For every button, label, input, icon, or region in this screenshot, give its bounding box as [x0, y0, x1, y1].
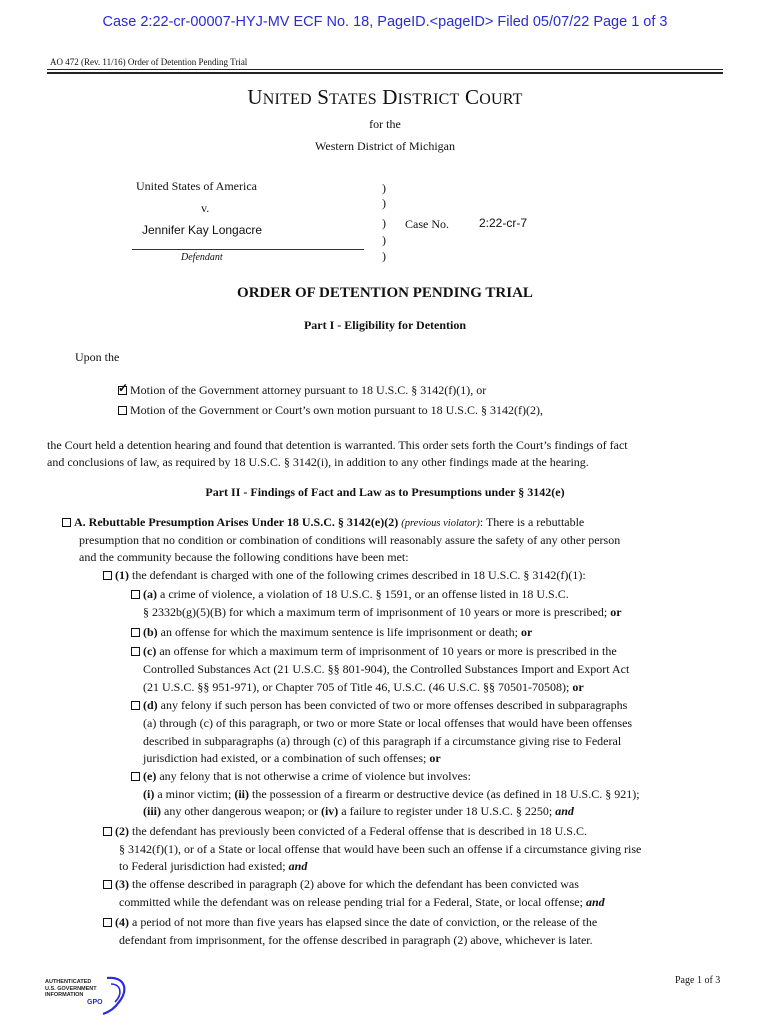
checkbox-icon[interactable] — [131, 647, 140, 656]
checkbox-icon[interactable] — [131, 772, 140, 781]
checkbox-icon[interactable] — [103, 827, 112, 836]
body-text: defendant from imprisonment, for the offense described in paragraph (2) above, whichever is later. — [119, 933, 593, 947]
condition-1: (1) the defendant is charged with one of the following crimes described in 18 U.S.C. § 3142(f)(1): — [103, 568, 586, 583]
body-text: (21 U.S.C. §§ 951-971), or Chapter 705 of Title 46, U.S.C. (46 U.S.C. §§ 70501-70508); or — [143, 680, 584, 694]
checkbox-icon[interactable] — [62, 518, 71, 527]
body-text: described in subparagraphs (a) through (c) of this paragraph if a circumstance giving rise to Federal — [143, 734, 622, 748]
header-rule — [47, 69, 723, 70]
caption-rule — [132, 249, 364, 250]
form-id: AO 472 (Rev. 11/16) Order of Detention Pending Trial — [50, 57, 248, 67]
body-text: to Federal jurisdiction had existed; and — [119, 859, 308, 873]
body-text: and the community because the following conditions have been met: — [79, 550, 409, 564]
condition-3: (3) the offense described in paragraph (2) above for which the defendant has been convicted was — [103, 877, 579, 892]
body-text: presumption that no condition or combination of conditions will reasonably assure the safety of any other person — [79, 533, 621, 547]
checkbox-icon[interactable] — [118, 406, 127, 415]
versus: v. — [201, 201, 210, 215]
case-no-label: Case No. — [405, 217, 449, 231]
caption-paren: ) — [382, 249, 386, 263]
caption-paren: ) — [382, 181, 386, 195]
condition-2: (2) the defendant has previously been convicted of a Federal offense that is described in 18 U.S.C. — [103, 824, 587, 839]
presumption-a: A. Rebuttable Presumption Arises Under 18 U.S.C. § 3142(e)(2) (previous violator): There is a rebuttable — [62, 515, 584, 530]
part2-heading: Part II - Findings of Fact and Law as to Presumptions under § 3142(e) — [205, 485, 565, 499]
condition-4: (4) a period of not more than five years has elapsed since the date of conviction, or the release of the — [103, 915, 597, 930]
crime-e: (e) any felony that is not otherwise a crime of violence but involves: — [131, 769, 471, 784]
caption-paren: ) — [382, 216, 386, 230]
checkbox-icon[interactable] — [103, 880, 112, 889]
upon-the: Upon the — [75, 350, 120, 364]
body-text: committed while the defendant was on release pending trial for a Federal, State, or local offense; and — [119, 895, 605, 909]
defendant-label: Defendant — [181, 252, 223, 263]
plaintiff: United States of America — [136, 179, 257, 193]
body-text: § 3142(f)(1), or of a State or local offense that would have been such an offense if a circumstance giving rise — [119, 842, 642, 856]
body-text: jurisdiction had existed, or a combination of such offenses; or — [143, 751, 441, 765]
motion-option-1: ✓Motion of the Government attorney pursuant to 18 U.S.C. § 3142(f)(1), or — [118, 383, 486, 398]
header-rule-thick — [47, 72, 723, 74]
defendant-name: Jennifer Kay Longacre — [142, 223, 263, 237]
gpo-authenticated-logo: AUTHENTICATED U.S. GOVERNMENT INFORMATION GPO — [45, 972, 135, 1016]
document-title: ORDER OF DETENTION PENDING TRIAL — [237, 285, 533, 301]
body-text: (i) a minor victim; (ii) the possession of a firearm or destructive device (as defined in 18 U.S.C. § 921); — [143, 787, 640, 801]
crime-d: (d) any felony if such person has been convicted of two or more offenses described in subparagraphs — [131, 698, 627, 713]
body-text: Controlled Substances Act (21 U.S.C. §§ 801-904), the Controlled Substances Import and Export Act — [143, 662, 630, 676]
crime-b: (b) an offense for which the maximum sentence is life imprisonment or death; or — [131, 625, 532, 640]
body-text: (iii) any other dangerous weapon; or (iv) a failure to register under 18 U.S.C. § 2250; and — [143, 804, 574, 818]
for-the: for the — [369, 117, 401, 131]
body-text: § 2332b(g)(5)(B) for which a maximum term of imprisonment of 10 years or more is prescribed; or — [143, 605, 622, 619]
checkbox-checked-icon[interactable] — [118, 386, 127, 395]
ecf-header-stamp: Case 2:22-cr-00007-HYJ-MV ECF No. 18, PageID.<pageID> Filed 05/07/22 Page 1 of 3 — [102, 14, 668, 30]
court-name: UNITED STATES DISTRICT COURT — [247, 85, 523, 109]
caption-paren: ) — [382, 233, 386, 247]
crime-c: (c) an offense for which a maximum term of imprisonment of 10 years or more is prescribed in the — [131, 644, 617, 659]
page-number: Page 1 of 3 — [675, 975, 721, 986]
motion-option-2: Motion of the Government or Court’s own motion pursuant to 18 U.S.C. § 3142(f)(2), — [118, 403, 543, 418]
crime-a: (a) a crime of violence, a violation of 18 U.S.C. § 1591, or an offense listed in 18 U.S.C. — [131, 587, 569, 602]
caption-paren: ) — [382, 196, 386, 210]
case-number: 2:22-cr-7 — [479, 216, 528, 230]
district-name: Western District of Michigan — [315, 139, 455, 153]
checkbox-icon[interactable] — [103, 918, 112, 927]
checkbox-icon[interactable] — [131, 590, 140, 599]
body-text: and conclusions of law, as required by 18 U.S.C. § 3142(i), in addition to any other findings made at the hearing. — [47, 455, 589, 469]
body-text: (a) through (c) of this paragraph, or two or more State or local offenses that would have been offenses — [143, 716, 633, 730]
checkbox-icon[interactable] — [103, 571, 112, 580]
part1-heading: Part I - Eligibility for Detention — [303, 318, 467, 332]
checkbox-icon[interactable] — [131, 628, 140, 637]
checkbox-icon[interactable] — [131, 701, 140, 710]
body-text: the Court held a detention hearing and found that detention is warranted. This order sets forth the Court’s findings of fact — [47, 438, 628, 452]
